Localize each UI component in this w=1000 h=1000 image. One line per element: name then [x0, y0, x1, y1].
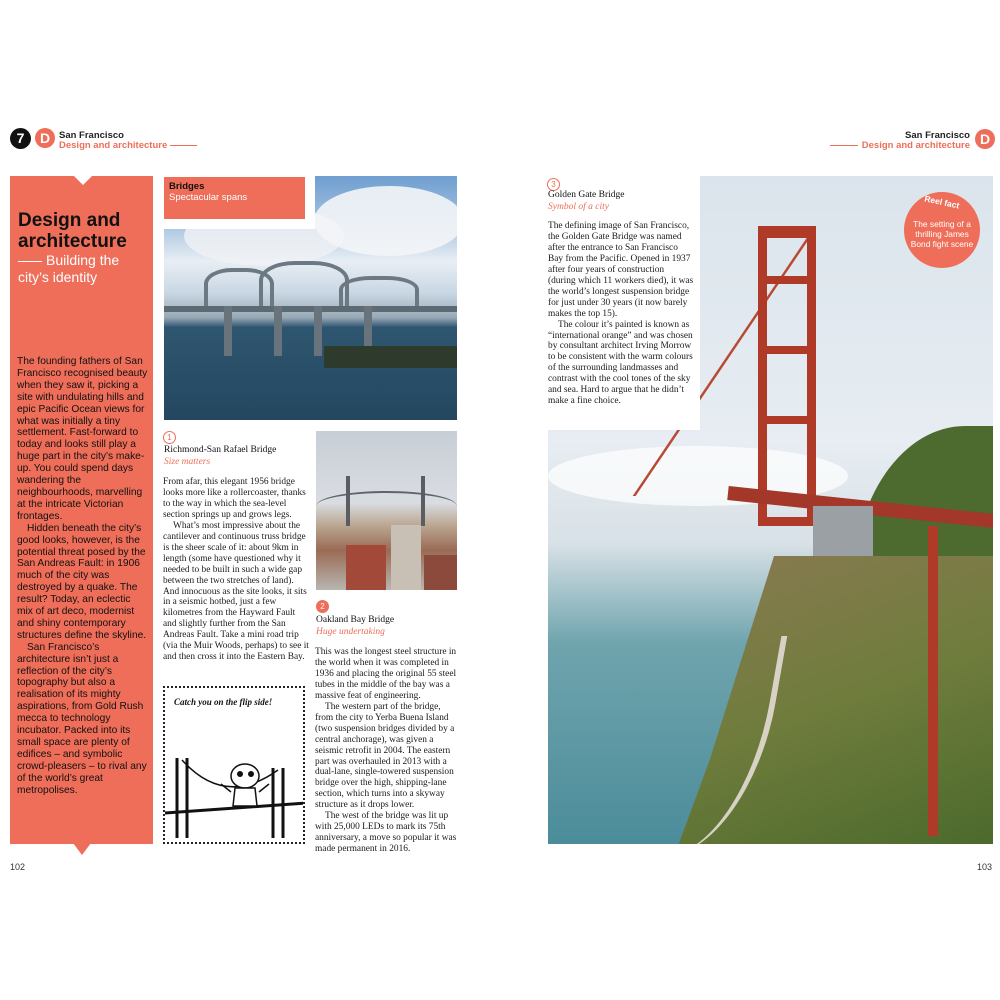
- article-title-1: Richmond-San Rafael Bridge: [164, 445, 277, 455]
- comic-caption: Catch you on the flip side!: [174, 697, 273, 707]
- article-body-2: [315, 647, 457, 855]
- section-label-title: Bridges: [169, 181, 205, 192]
- header-city-right: San Francisco: [905, 130, 970, 141]
- article-subtitle-1: Size matters: [164, 457, 211, 467]
- page-number-left: 102: [10, 862, 26, 872]
- intro-paragraph: San Francisco’s architecture isn’t just a reflection of the city’s topography but also a realisation of its mighty aspirations, from Gold Rush mecca to technology incubator. Packed into its small space are plenty of edifices – and symbolic crowd-pleasers – to rival any of the world’s great metropolises.: [17, 641, 147, 796]
- section-label-subtitle: Spectacular spans: [169, 192, 248, 203]
- page-number-right: 103: [976, 862, 992, 872]
- intro-text: [17, 356, 149, 797]
- header-section: Design and architecture: [59, 140, 168, 151]
- article-body-3: [548, 221, 694, 407]
- chapter-letter-badge: D: [35, 128, 55, 148]
- article-title-2: Oakland Bay Bridge: [316, 615, 395, 625]
- article-body-1: [163, 477, 309, 663]
- article-title-3: Golden Gate Bridge: [548, 190, 625, 200]
- reel-fact-badge: [904, 192, 980, 268]
- header-section-right: Design and architecture: [861, 140, 970, 151]
- intro-notch: [74, 176, 92, 185]
- chapter-number: 7: [10, 128, 31, 149]
- article-paragraph: The western part of the bridge, from the city to Yerba Buena Island (two suspension bridges divided by a central anchorage), was given a seismic retrofit in 2004. The eastern part was overhauled in 2013 with a dual-lane, single-towered suspension bridge over the high, shipping-lane section, which turns into a skyway structure as it drops lower.: [315, 701, 455, 811]
- header-rule: [170, 145, 197, 146]
- article-paragraph: The west of the bridge was lit up with 25,000 LEDs to mark its 75th anniversary, a move so popular it was made permanent in 2016.: [315, 811, 457, 855]
- article-number-2: 2: [316, 600, 329, 613]
- intro-paragraph: The founding fathers of San Francisco recognised beauty when they saw it, picking a site with undulating hills and epic Pacific Ocean views for what was initially a tiny settlement. Fast-forward to today and looks still play a huge part in the city’s make-up. You could spend days wandering the neighbourhoods, marvelling at the intricate Victorian frontages.: [17, 356, 148, 522]
- page-subtitle: [18, 252, 148, 286]
- header-city: San Francisco: [59, 130, 124, 141]
- article-subtitle-2: Huge undertaking: [316, 627, 385, 637]
- article-subtitle-3: Symbol of a city: [548, 202, 609, 212]
- header-rule-right: [830, 145, 858, 146]
- section-label: [164, 177, 305, 219]
- article-number-1: 1: [163, 431, 176, 444]
- article-paragraph: The colour it’s painted is known as “international orange” and was chosen by consultant architect Irving Morrow to be consistent with the warm colours of the surrounding landmasses and contrast with the cool tones of the sky and sea. Hard to argue that he didn’t make a fine choice.: [548, 319, 693, 407]
- article-number-3: 3: [547, 178, 560, 191]
- article-paragraph: This was the longest steel structure in the world when it was completed in 1936 and placing the original 55 steel tubes in the middle of the bay was a massive feat of engineering.: [315, 647, 457, 701]
- article-paragraph: The defining image of San Francisco, the Golden Gate Bridge was named after the entrance to San Francisco Bay from the Pacific. Opened in 1937 after four years of construction (during which 11 workers died), it was the world’s longest suspension bridge for just under 30 years (it now barely makes the top 15).: [548, 221, 694, 319]
- comic-drawing: [165, 688, 305, 844]
- article-paragraph: What’s most impressive about the cantilever and continuous truss bridge is the sheer scale of it: about 9km in length (some have questioned why it needed to be built in such a wide gap between the two stretches of land). And innocuous as the site looks, it sits in a seismic hotbed, just a few kilometres from the Hayward Fault and slightly further from the San Andreas Fault. Take a mini road trip (via the Muir Woods, perhaps) to see it and then cross it into the Eastern Bay.: [163, 520, 309, 663]
- page-title: Design and architecture: [18, 210, 127, 252]
- reel-fact-text: The setting of a thrilling James Bond fight scene: [910, 219, 974, 249]
- intro-pointer: [73, 843, 91, 855]
- comic-illustration: [163, 686, 305, 844]
- chapter-letter-badge-right: D: [975, 129, 995, 149]
- page-subtitle-text: Building the city’s identity: [18, 252, 120, 285]
- article-paragraph: From afar, this elegant 1956 bridge looks more like a rollercoaster, thanks to the way in which the sea-level section springs up and grows legs.: [163, 477, 306, 520]
- reel-fact-title: Reel fact: [923, 193, 961, 211]
- oakland-bridge-photo: [316, 431, 457, 590]
- intro-paragraph: Hidden beneath the city’s good looks, however, is the potential threat posed by the San Andreas Fault: in 1906 much of the city was destroyed by a quake. The result? Today, an eclectic mix of art deco, modernist and shiny contemporary structures define the skyline.: [17, 522, 147, 641]
